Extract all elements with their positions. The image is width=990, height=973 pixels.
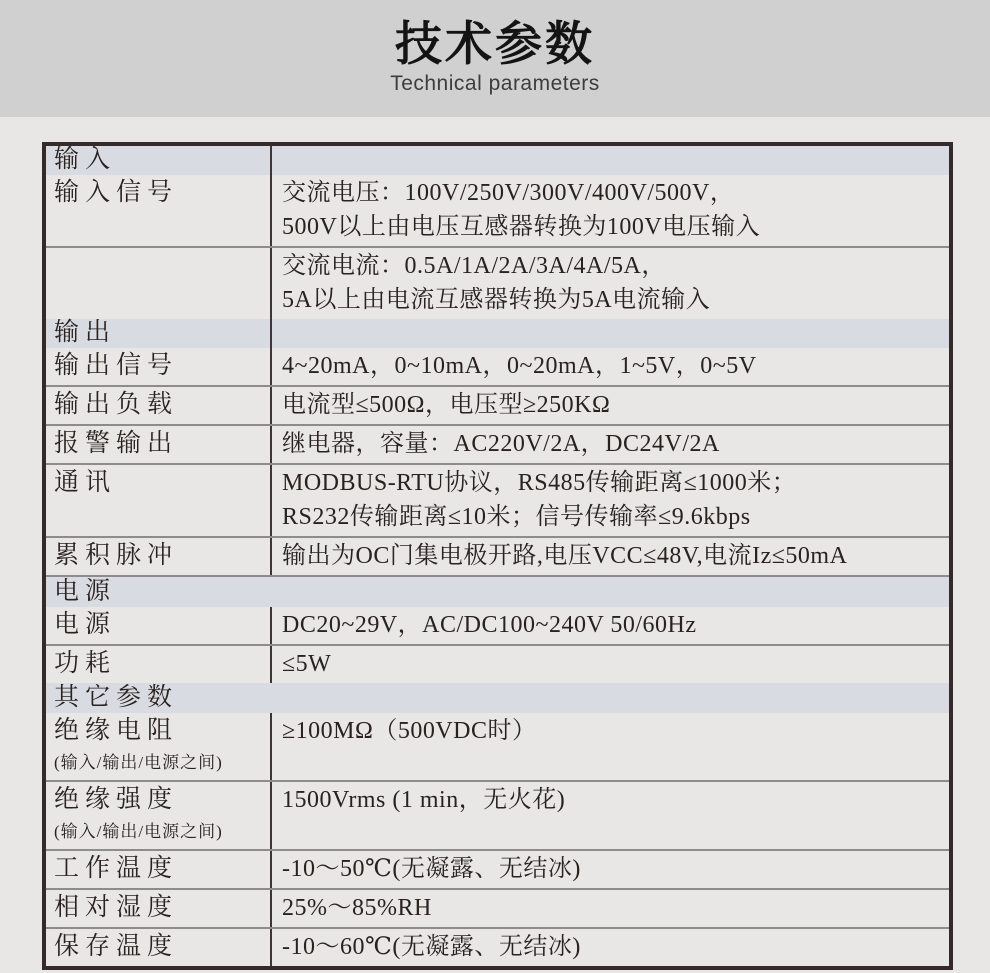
section-label: 输出 — [46, 319, 272, 348]
row-label: 输出负载 — [46, 387, 272, 424]
table-row — [46, 849, 949, 888]
row-value: 25%～85%RH — [282, 895, 432, 921]
table-row — [46, 536, 949, 575]
section-label: 电源 — [54, 578, 117, 605]
table-row — [46, 607, 949, 644]
row-label: 输入信号 — [46, 175, 272, 246]
row-value: 继电器，容量：AC220V/2A，DC24V/2A — [282, 431, 720, 457]
table-row — [46, 246, 949, 319]
row-label: 报警输出 — [46, 426, 272, 463]
row-label: 功耗 — [46, 646, 272, 683]
table-row — [46, 927, 949, 966]
row-sublabel: (输入/输出/电源之间) — [54, 753, 223, 772]
row-value: ≤5W — [282, 651, 332, 677]
row-label: 绝缘电阻 (输入/输出/电源之间) — [46, 713, 272, 780]
row-sublabel: (输入/输出/电源之间) — [54, 822, 223, 841]
row-value: 1500Vrms (1 min，无火花) — [282, 787, 566, 813]
table-row — [46, 385, 949, 424]
row-label: 通讯 — [46, 465, 272, 536]
row-value: MODBUS-RTU协议，RS485传输距离≤1000米； RS232传输距离≤10米；信号传输率≤9.6kbps — [282, 470, 797, 530]
row-label: 保存温度 — [46, 929, 272, 966]
spec-table — [42, 142, 953, 970]
row-value: DC20~29V，AC/DC100~240V 50/60Hz — [282, 612, 697, 638]
table-row — [46, 713, 949, 780]
row-value: ≥100MΩ（500VDC时） — [282, 718, 537, 744]
section-row — [46, 575, 949, 607]
row-value — [272, 319, 949, 348]
table-row — [46, 424, 949, 463]
section-row — [46, 146, 949, 175]
row-value: -10～60℃(无凝露、无结冰) — [282, 934, 581, 960]
row-value: -10～50℃(无凝露、无结冰) — [282, 856, 581, 882]
table-row — [46, 175, 949, 246]
table-row — [46, 888, 949, 927]
section-label: 其它参数 — [54, 684, 179, 711]
row-value: 输出为OC门集电极开路,电压VCC≤48V,电流Iz≤50mA — [282, 543, 848, 569]
section-label: 输入 — [46, 146, 272, 175]
page-subtitle: Technical parameters — [390, 72, 600, 95]
row-value: 交流电压：100V/250V/300V/400V/500V， 500V以上由电压互感器转换为100V电压输入 — [282, 180, 761, 240]
row-value: 4~20mA，0~10mA，0~20mA，1~5V，0~5V — [282, 353, 757, 379]
row-label: 输出信号 — [46, 348, 272, 385]
row-label — [46, 248, 272, 319]
row-label: 绝缘强度 (输入/输出/电源之间) — [46, 782, 272, 849]
row-label: 相对湿度 — [46, 890, 272, 927]
row-value: 交流电流：0.5A/1A/2A/3A/4A/5A， 5A以上由电流互感器转换为5A电流输入 — [282, 253, 711, 313]
row-value — [272, 146, 949, 175]
table-row — [46, 780, 949, 849]
table-row — [46, 644, 949, 683]
row-label: 累积脉冲 — [46, 538, 272, 575]
table-row — [46, 348, 949, 385]
section-row — [46, 683, 949, 713]
row-label: 电源 — [46, 607, 272, 644]
table-row — [46, 463, 949, 536]
page-title: 技术参数 — [395, 17, 595, 70]
row-label: 工作温度 — [46, 851, 272, 888]
header-banner — [0, 0, 990, 117]
section-row — [46, 319, 949, 348]
row-value: 电流型≤500Ω，电压型≥250KΩ — [282, 392, 611, 418]
